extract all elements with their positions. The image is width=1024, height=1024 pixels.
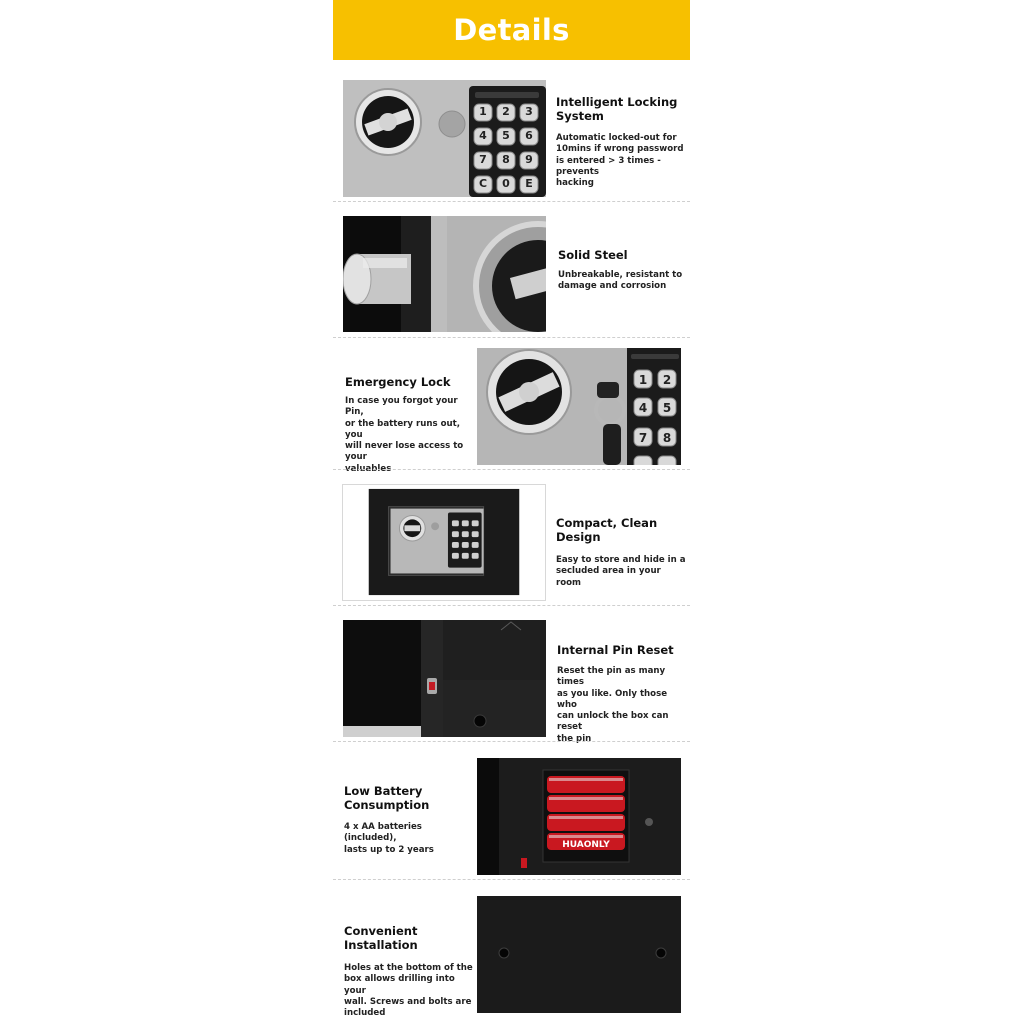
svg-text:8: 8 <box>662 431 672 445</box>
safe-front-image <box>342 484 546 601</box>
feature-title: Emergency Lock <box>345 375 451 389</box>
feature-description: Holes at the bottom of the box allows drilling into your wall. Screws and bolts are included <box>344 963 473 1019</box>
keypad-key-label: C <box>478 177 488 190</box>
feature-title: Solid Steel <box>558 248 628 262</box>
svg-text:5: 5 <box>662 401 672 415</box>
battery-brand-text: HUAONLY <box>562 840 610 850</box>
feature-text-compact-design <box>556 516 688 589</box>
section-divider <box>333 605 690 606</box>
keypad-key-label: 1 <box>479 105 487 118</box>
battery-compartment-image <box>477 758 681 875</box>
svg-text:2: 2 <box>662 373 672 387</box>
feature-description: Reset the pin as many times as you like. Only those who can unlock the box can reset the pin <box>557 666 669 744</box>
svg-text:7: 7 <box>638 431 648 445</box>
feature-title: Convenient Installation <box>344 924 418 952</box>
keypad-key-label: 4 <box>479 129 487 142</box>
feature-description: Automatic locked-out for 10mins if wrong password is entered > 3 times - prevents hacking <box>556 133 684 189</box>
feature-title: Internal Pin Reset <box>557 643 674 657</box>
keypad-key-label: 6 <box>525 129 533 142</box>
banner-title: Details <box>453 13 570 47</box>
section-divider <box>333 879 690 880</box>
emergency-key-image <box>477 348 681 465</box>
feature-text-low-battery <box>344 784 474 856</box>
feature-title: Compact, Clean Design <box>556 516 658 544</box>
feature-title: Low Battery Consumption <box>344 784 430 812</box>
keypad-key-label: 5 <box>502 129 510 142</box>
feature-description: In case you forgot your Pin, or the battery runs out, you will never lose access to your valuables <box>345 396 464 474</box>
mounting-holes-image <box>477 896 681 1013</box>
feature-text-intelligent-locking <box>556 95 686 189</box>
keypad-key-label: 0 <box>502 177 510 190</box>
feature-text-installation <box>344 924 476 1019</box>
keypad-key-label: 7 <box>479 153 487 166</box>
svg-text:1: 1 <box>638 373 648 387</box>
feature-text-emergency-lock <box>345 375 475 475</box>
feature-description: Easy to store and hide in a secluded area in your room <box>556 555 686 588</box>
svg-text:4: 4 <box>638 401 648 415</box>
section-divider <box>333 469 690 470</box>
steel-bolt-image <box>343 216 546 332</box>
details-banner <box>333 0 690 60</box>
feature-text-solid-steel <box>558 248 686 293</box>
keypad-key-label: 3 <box>525 105 533 118</box>
feature-description: Unbreakable, resistant to damage and corrosion <box>558 270 683 292</box>
feature-description: 4 x AA batteries (included), lasts up to 2 years <box>344 822 434 855</box>
section-divider <box>333 337 690 338</box>
details-page <box>333 0 690 1024</box>
section-divider <box>333 201 690 202</box>
keypad-key-label: E <box>525 177 533 190</box>
keypad-key-label: 9 <box>525 153 533 166</box>
keypad-key-label: 2 <box>502 105 510 118</box>
reset-button-image <box>343 620 546 737</box>
keypad-closeup-image <box>343 80 546 197</box>
keypad-key-label: 8 <box>502 153 510 166</box>
feature-title: Intelligent Locking System <box>556 95 678 123</box>
feature-text-pin-reset <box>557 643 687 745</box>
section-divider <box>333 741 690 742</box>
